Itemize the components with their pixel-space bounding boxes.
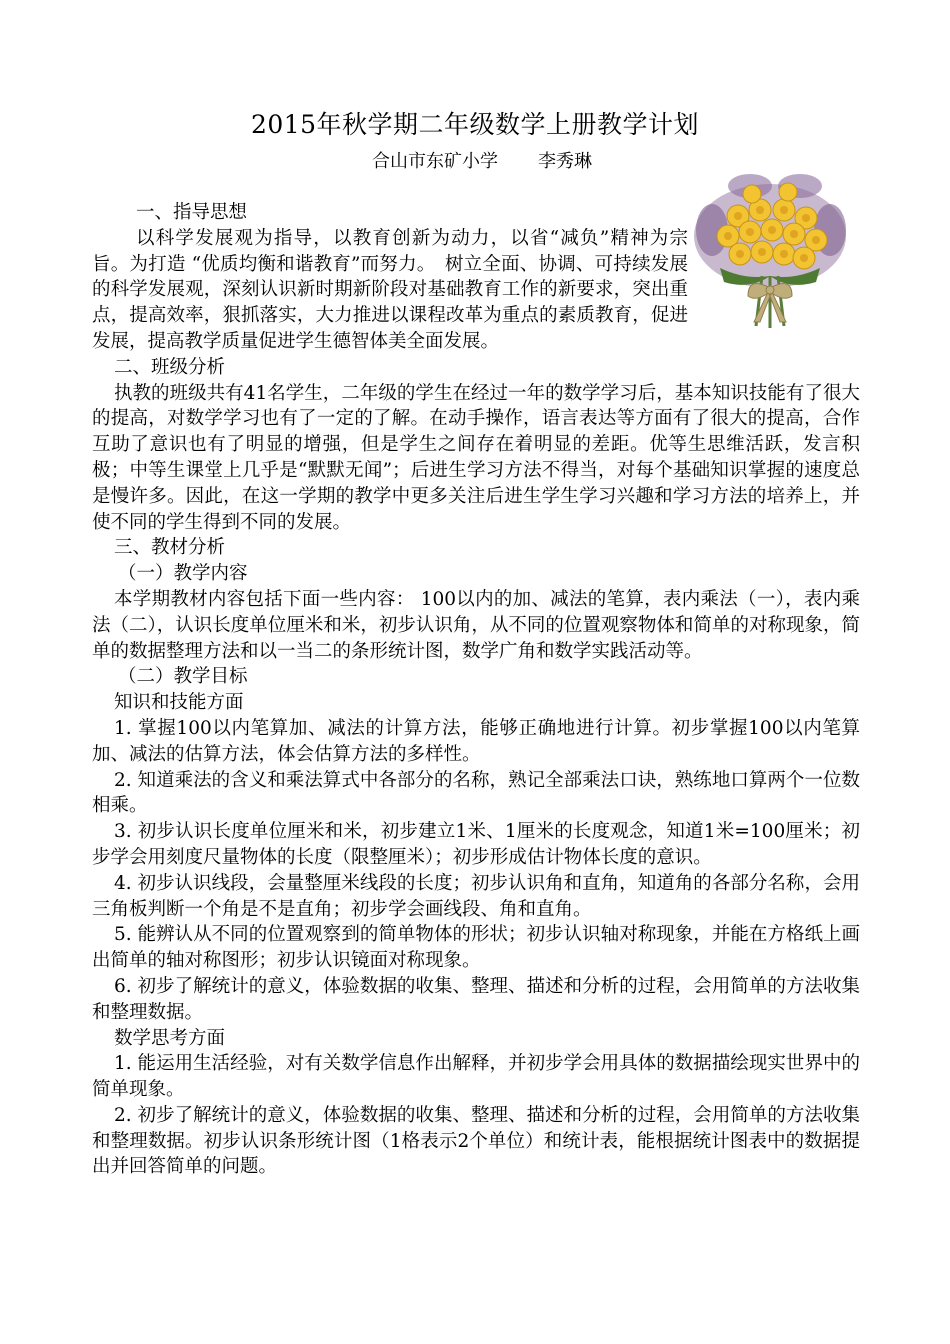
subheading-teaching-content: （一）教学内容 (118, 563, 248, 585)
list-item: 4. 初步认识线段，会量整厘米线段的长度；初步认识角和直角，知道角的各部分名称，会用三角板判断一个角是不是直角；初步学会画线段、角和直角。 (92, 872, 860, 920)
paragraph-guiding-thought: 以科学发展观为指导，以教育创新为动力，以省“减负”精神为宗旨。为打造 “优质均衡和谐教育”而努力。 树立全面、协调、可持续发展的科学发展观，深刻认识新时期新阶段对基础教育工作的新要求，突出重点，提高效率，狠抓落实，大力推进以课程改革为重点的素质教育，促进发展，提高教学质量促进学生德智体美全面发展。 (92, 227, 688, 352)
list-item: 6. 初步了解统计的意义，体验数据的收集、整理、描述和分析的过程，会用简单的方法收集和整理数据。 (92, 975, 860, 1023)
list-item: 5. 能辨认从不同的位置观察到的简单物体的形状；初步认识轴对称现象，并能在方格纸上画出简单的轴对称图形；初步认识镜面对称现象。 (92, 924, 860, 972)
list-item: 3. 初步认识长度单位厘米和米，初步建立1米、1厘米的长度观念，知道1米=100厘米；初步学会用刻度尺量物体的长度（限整厘米）；初步形成估计物体长度的意识。 (92, 821, 860, 868)
subheading-knowledge-skills: 知识和技能方面 (114, 692, 244, 714)
list-item: 1. 掌握100以内笔算加、减法的计算方法，能够正确地进行计算。初步掌握100以内笔算加、减法的估算方法，体会估算方法的多样性。 (92, 717, 860, 765)
list-item: 2. 知道乘法的含义和乘法算式中各部分的名称，熟记全部乘法口诀，熟练地口算两个一位数相乘。 (92, 769, 860, 817)
list-item: 2. 初步了解统计的意义，体验数据的收集、整理、描述和分析的过程，会用简单的方法收集和整理数据。初步认识条形统计图（1格表示2个单位）和统计表，能根据统计图表中的数据提出并回答简单的问题。 (92, 1104, 860, 1178)
subheading-math-thinking: 数学思考方面 (114, 1027, 226, 1049)
image-wrap-space (688, 200, 860, 334)
heading-class-analysis: 二、班级分析 (114, 356, 226, 378)
document-title: 2015年秋学期二年级数学上册教学计划 (250, 110, 700, 139)
heading-textbook-analysis: 三、教材分析 (114, 537, 226, 559)
heading-guiding-thought: 一、指导思想 (136, 202, 248, 223)
document-body (92, 200, 860, 1180)
author-line: 合山市东矿小学 李秀琳 (372, 151, 593, 172)
list-item: 1. 能运用生活经验，对有关数学信息作出解释，并初步学会用具体的数据描绘现实世界中的简单现象。 (92, 1053, 860, 1101)
paragraph-teaching-content: 本学期教材内容包括下面一些内容： 100以内的加、减法的笔算，表内乘法（一），表内乘法（二），认识长度单位厘米和米，初步认识角，从不同的位置观察物体和简单的对称现象，简单的数据整理方法和以一当二的条形统计图，数学广角和数学实践活动等。 (92, 588, 860, 662)
paragraph-class-analysis: 执教的班级共有41名学生，二年级的学生在经过一年的数学学习后，基本知识技能有了很大的提高，对数学学习也有了一定的了解。在动手操作，语言表达等方面有了很大的提高，合作互助了意识也有了明显的增强，但是学生之间存在着明显的差距。优等生思维活跃，发言积极；中等生课堂上几乎是“默默无闻”；后进生学习方法不得当，对每个基础知识掌握的速度总是慢许多。因此，在这一学期的教学中更多关注后进生学生学习兴趣和学习方法的培养上，并使不同的学生得到不同的发展。 (92, 382, 860, 533)
subheading-teaching-goals: （二）教学目标 (118, 666, 248, 688)
